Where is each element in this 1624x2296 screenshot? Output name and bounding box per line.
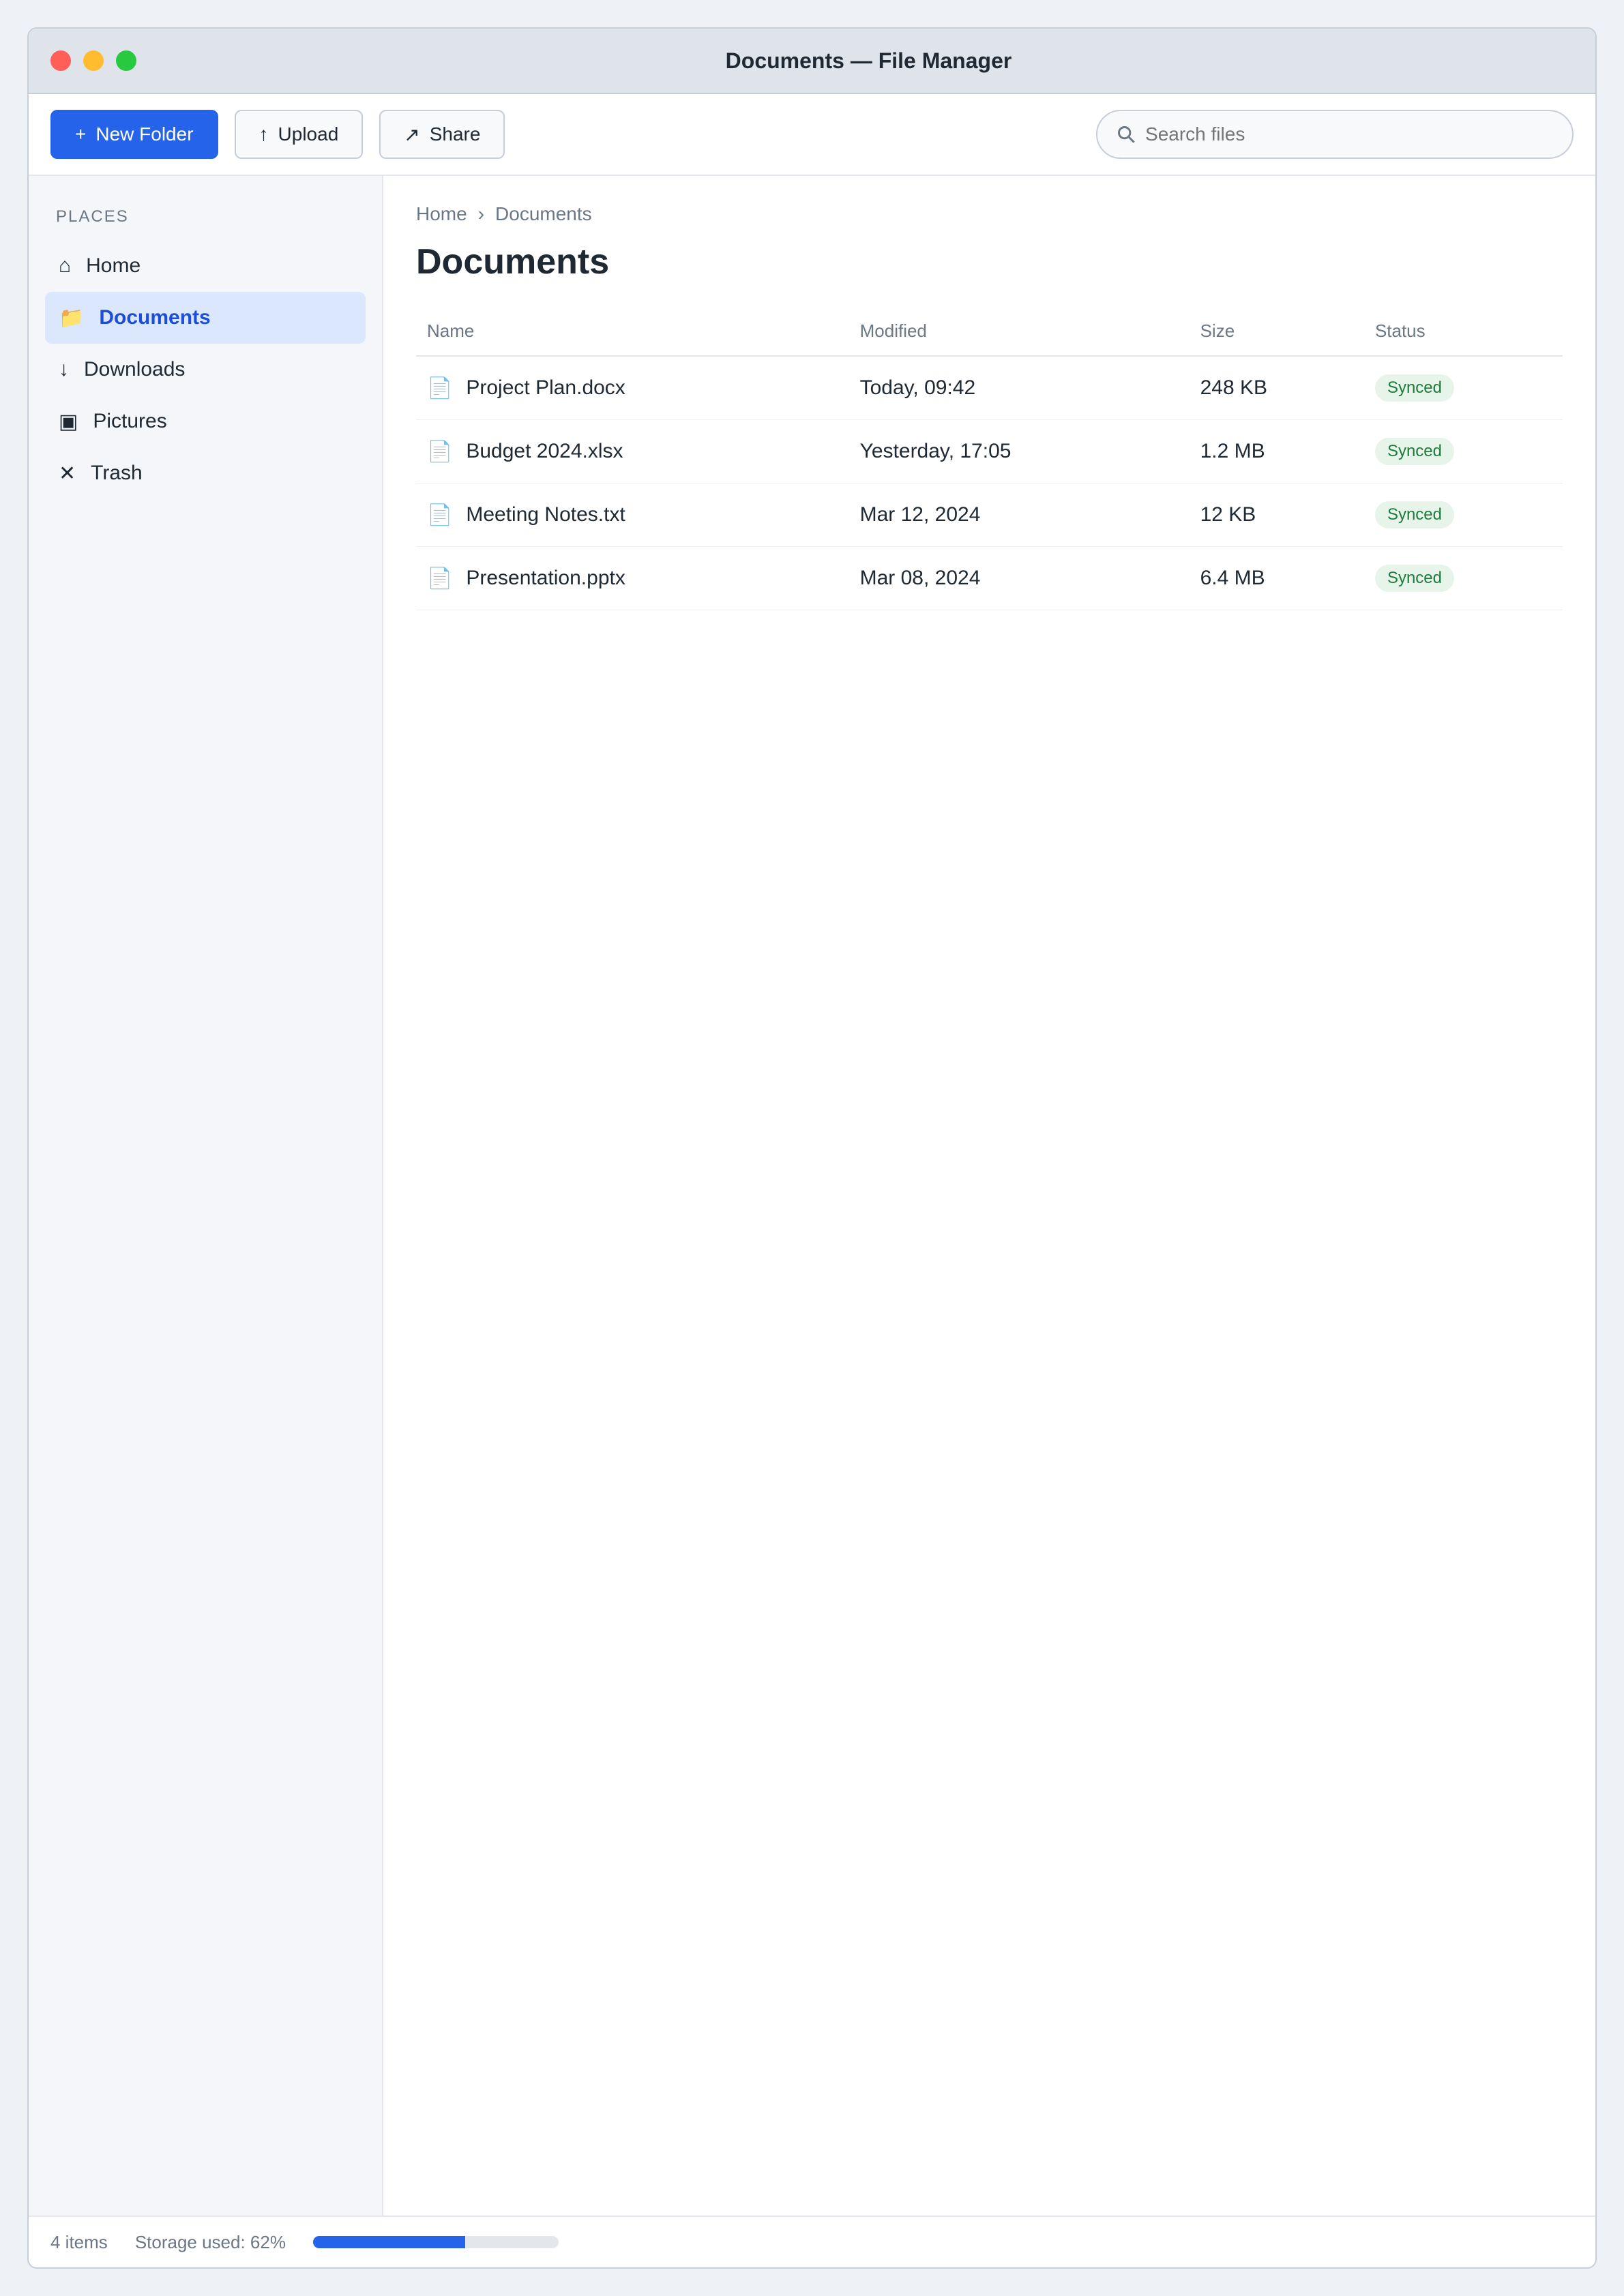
file-size: 248 KB — [1190, 356, 1364, 420]
main-panel — [383, 176, 1595, 2216]
close-window-button[interactable] — [50, 50, 71, 71]
upload-button[interactable] — [235, 110, 364, 159]
table-row[interactable] — [416, 547, 1563, 610]
breadcrumb-root[interactable]: Home — [416, 203, 467, 224]
minimize-window-button[interactable] — [83, 50, 104, 71]
file-name: Project Plan.docx — [466, 376, 625, 399]
file-modified: Today, 09:42 — [849, 356, 1190, 420]
sidebar-item-label: Trash — [91, 462, 143, 484]
storage-progress-fill — [313, 2236, 465, 2248]
plus-icon: + — [75, 123, 87, 145]
sidebar-item-trash[interactable] — [45, 447, 366, 499]
chevron-right-icon: › — [477, 203, 485, 224]
app-window — [27, 27, 1597, 2269]
column-header-size[interactable]: Size — [1190, 307, 1364, 356]
search-box — [1096, 110, 1574, 159]
table-header-row — [416, 307, 1563, 356]
storage-text: Storage used: 62% — [134, 2231, 286, 2252]
sidebar-item-label: Downloads — [84, 358, 186, 381]
share-icon: ↗ — [404, 123, 420, 145]
file-size: 12 KB — [1190, 483, 1364, 547]
item-count: 4 items — [50, 2231, 108, 2252]
column-header-modified[interactable]: Modified — [849, 307, 1190, 356]
document-icon: 📄 — [427, 503, 453, 526]
breadcrumb-current: Documents — [495, 203, 592, 224]
column-header-status[interactable]: Status — [1364, 307, 1563, 356]
table-row[interactable] — [416, 420, 1563, 483]
file-size: 1.2 MB — [1190, 420, 1364, 483]
status-badge: Synced — [1375, 565, 1454, 592]
file-size: 6.4 MB — [1190, 547, 1364, 610]
breadcrumb — [416, 203, 1563, 225]
file-name: Meeting Notes.txt — [466, 503, 625, 526]
document-icon: 📄 — [427, 567, 453, 590]
upload-icon: ↑ — [259, 123, 269, 145]
file-name: Presentation.pptx — [466, 567, 625, 589]
trash-icon: ✕ — [59, 462, 76, 485]
folder-icon: 📁 — [59, 306, 85, 329]
status-badge: Synced — [1375, 501, 1454, 528]
new-folder-button[interactable] — [50, 110, 218, 159]
content-area — [29, 176, 1595, 2216]
storage-progress-bar — [313, 2236, 559, 2248]
sidebar — [29, 176, 383, 2216]
file-modified: Mar 12, 2024 — [849, 483, 1190, 547]
file-table — [416, 307, 1563, 610]
sidebar-item-home[interactable] — [45, 240, 366, 292]
search-input[interactable] — [1145, 123, 1553, 145]
sidebar-item-documents[interactable] — [45, 292, 366, 344]
share-label: Share — [429, 123, 481, 145]
document-icon: 📄 — [427, 376, 453, 400]
zoom-window-button[interactable] — [116, 50, 136, 71]
document-icon: 📄 — [427, 440, 453, 463]
share-button[interactable] — [379, 110, 505, 159]
toolbar — [29, 94, 1595, 176]
status-badge: Synced — [1375, 438, 1454, 465]
file-name: Budget 2024.xlsx — [466, 440, 623, 462]
status-bar — [29, 2216, 1595, 2267]
sidebar-item-label: Documents — [99, 306, 211, 329]
sidebar-item-label: Home — [86, 254, 141, 277]
new-folder-label: New Folder — [95, 123, 194, 145]
window-controls — [50, 50, 136, 71]
file-modified: Mar 08, 2024 — [849, 547, 1190, 610]
sidebar-heading: PLACES — [56, 207, 129, 226]
upload-label: Upload — [278, 123, 339, 145]
table-row[interactable] — [416, 356, 1563, 420]
search-icon — [1117, 124, 1136, 145]
title-bar — [29, 29, 1595, 94]
download-icon: ↓ — [59, 358, 69, 381]
sidebar-item-label: Pictures — [93, 410, 167, 432]
page-title: Documents — [416, 242, 610, 282]
column-header-name[interactable]: Name — [416, 307, 849, 356]
table-row[interactable] — [416, 483, 1563, 547]
home-icon: ⌂ — [59, 254, 72, 277]
file-modified: Yesterday, 17:05 — [849, 420, 1190, 483]
sidebar-item-pictures[interactable] — [45, 396, 366, 447]
window-title: Documents — File Manager — [725, 48, 1012, 73]
sidebar-item-downloads[interactable] — [45, 344, 366, 396]
status-badge: Synced — [1375, 374, 1454, 402]
image-icon: ▣ — [59, 410, 78, 433]
